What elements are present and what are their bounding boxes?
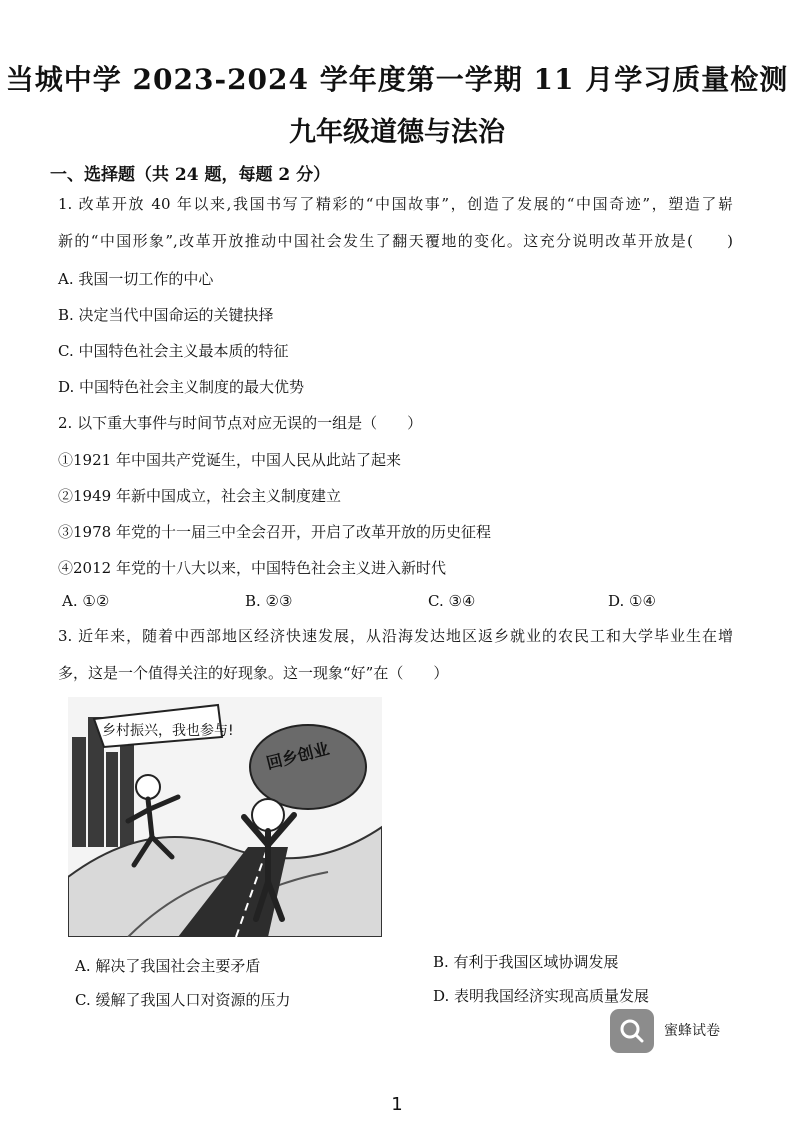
q3-option-d: D. 表明我国经济实现高质量发展 [433, 987, 650, 1005]
exam-title: 当城中学 2023-2024 学年度第一学期 11 月学习质量检测 [5, 63, 789, 96]
q3-option-a: A. 解决了我国社会主要矛盾 [75, 957, 261, 975]
q3-option-c: C. 缓解了我国人口对资源的压力 [75, 991, 291, 1009]
cartoon-speech: 乡村振兴，我也参与! [102, 723, 234, 739]
cartoon-illustration [68, 697, 382, 937]
q2-option-d: D. ①④ [608, 592, 656, 610]
q1-option-c: C. 中国特色社会主义最本质的特征 [58, 342, 289, 360]
q2-option-a: A. ①② [62, 592, 110, 610]
exam-subtitle: 九年级道德与法治 [289, 117, 505, 148]
q2-item-2: ②1949 年新中国成立，社会主义制度建立 [58, 487, 341, 505]
q1-option-a: A. 我国一切工作的中心 [58, 270, 214, 288]
watermark-label: 蜜蜂试卷 [664, 1023, 720, 1039]
watermark-logo [610, 1009, 654, 1053]
q2-stem: 2. 以下重大事件与时间节点对应无误的一组是（ ） [58, 414, 423, 432]
q2-item-3: ③1978 年党的十一届三中全会召开，开启了改革开放的历史征程 [58, 523, 491, 541]
q3-stem-line2: 多，这是一个值得关注的好现象。这一现象“好”在（ ） [58, 664, 449, 682]
q2-item-4: ④2012 年党的十八大以来，中国特色社会主义进入新时代 [58, 559, 446, 577]
q1-stem-line2: 新的“中国形象”,改革开放推动中国社会发生了翻天覆地的变化。这充分说明改革开放是( ) [58, 232, 733, 250]
q1-option-b: B. 决定当代中国命运的关键抉择 [58, 306, 274, 324]
q2-item-1: ①1921 年中国共产党诞生，中国人民从此站了起来 [58, 451, 401, 469]
page-number: 1 [391, 1094, 403, 1115]
q1-stem-line1: 1. 改革开放 40 年以来,我国书写了精彩的“中国故事”，创造了发展的“中国奇迹”，塑造了崭 [58, 195, 733, 213]
q3-stem-line1: 3. 近年来，随着中西部地区经济快速发展，从沿海发达地区返乡就业的农民工和大学毕业生在增 [58, 627, 733, 645]
q2-option-c: C. ③④ [428, 592, 476, 610]
q2-option-b: B. ②③ [245, 592, 293, 610]
cartoon-sack-label: 回乡创业 [264, 738, 332, 773]
search-icon [618, 1017, 646, 1045]
q3-option-b: B. 有利于我国区域协调发展 [433, 953, 619, 971]
q1-option-d: D. 中国特色社会主义制度的最大优势 [58, 378, 305, 396]
section-heading: 一、选择题（共 24 题，每题 2 分） [50, 165, 331, 185]
